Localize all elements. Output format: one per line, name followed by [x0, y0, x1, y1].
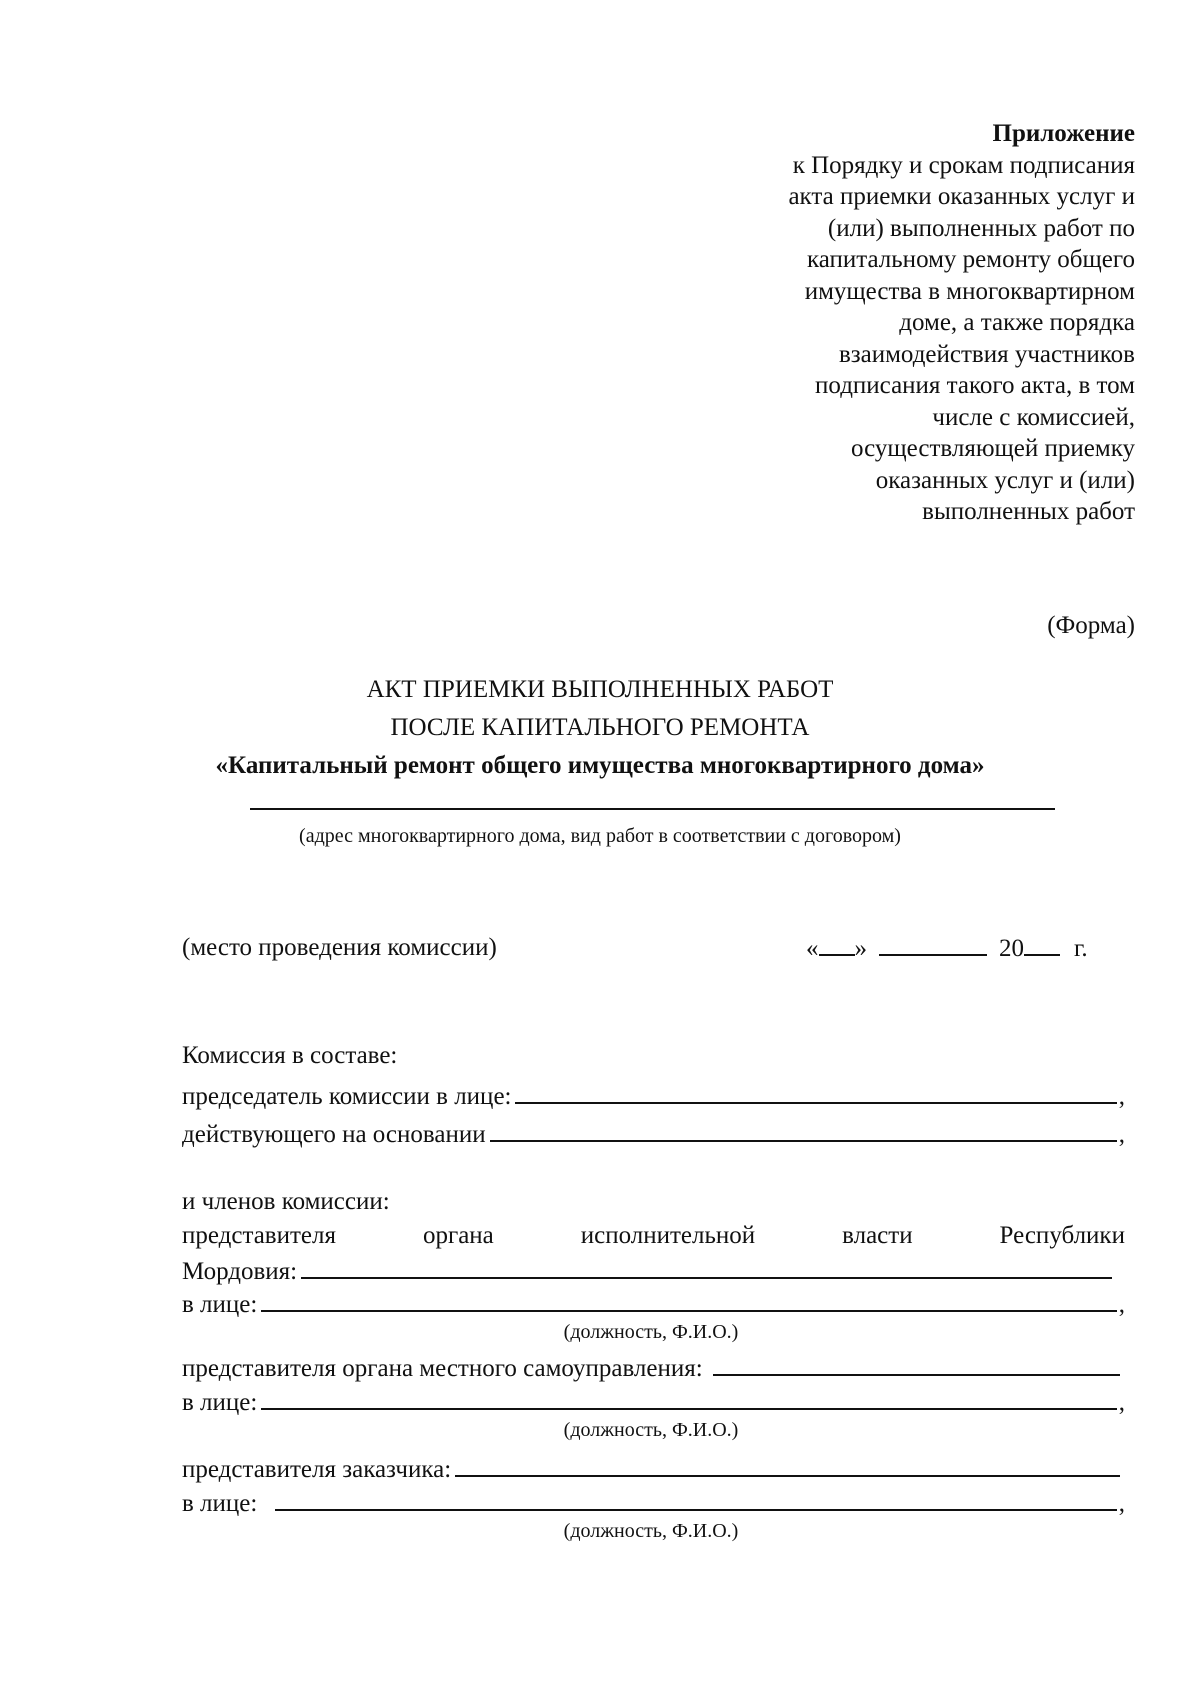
exec-blank-line[interactable] [301, 1253, 1112, 1279]
basis-blank-line[interactable] [490, 1116, 1117, 1142]
act-title-line-1: АКТ ПРИЕМКИ ВЫПОЛНЕННЫХ РАБОТ [366, 676, 834, 703]
year-prefix: 20 [999, 935, 1024, 962]
year-blank[interactable] [1024, 932, 1060, 956]
place-label: (место проведения комиссии) [182, 934, 497, 961]
position-caption: (должность, Ф.И.О.) [563, 1419, 739, 1441]
appendix-line: выполненных работ [922, 498, 1135, 525]
local-gov-label: представителя органа местного самоуправления: [182, 1355, 703, 1382]
members-label: и членов комиссии: [182, 1188, 390, 1215]
exec-person-row [182, 1286, 1125, 1321]
in-person-label: в лице: [182, 1490, 258, 1517]
appendix-line: имущества в многоквартирном [804, 277, 1135, 305]
comma: , [1118, 1121, 1125, 1148]
appendix-line: к Порядку и срокам подписания [792, 151, 1135, 179]
form-label: (Форма) [1047, 612, 1135, 639]
appendix-line: взаимодействия участников [838, 340, 1135, 368]
exec-word: власти [842, 1222, 913, 1249]
in-person-label: в лице: [182, 1389, 258, 1416]
act-title-line-2: ПОСЛЕ КАПИТАЛЬНОГО РЕМОНТА [390, 714, 810, 741]
position-caption: (должность, Ф.И.О.) [563, 1520, 739, 1542]
chair-label: председатель комиссии в лице: [182, 1083, 512, 1110]
date-field [806, 932, 1088, 965]
comma: , [1118, 1291, 1125, 1318]
exec-word: исполнительной [580, 1222, 756, 1249]
exec-authority-row [182, 1220, 1125, 1252]
customer-blank-line[interactable] [455, 1451, 1120, 1477]
exec-word: органа [422, 1222, 494, 1249]
year-suffix: г. [1074, 935, 1088, 962]
appendix-line: подписания такого акта, в том [815, 372, 1135, 399]
appendix-line: (или) выполненных работ по [827, 214, 1135, 242]
customer-row [182, 1451, 1122, 1486]
appendix-block [640, 118, 1135, 528]
comma: , [1118, 1490, 1125, 1517]
customer-label: представителя заказчика: [182, 1456, 452, 1483]
position-caption: (должность, Ф.И.О.) [563, 1321, 739, 1343]
exec-word: Республики [999, 1222, 1125, 1249]
mordovia-row [182, 1253, 1114, 1288]
exec-word: представителя [182, 1222, 336, 1249]
local-gov-person-blank-line[interactable] [261, 1384, 1116, 1410]
appendix-line: оказанных услуг и (или) [875, 466, 1135, 494]
address-caption: (адрес многоквартирного дома, вид работ в соответствии с договором) [299, 825, 901, 847]
act-title-line-3: «Капитальный ремонт общего имущества многоквартирного дома» [215, 752, 985, 779]
comma: , [1118, 1083, 1125, 1110]
address-blank-line[interactable] [250, 808, 1055, 810]
appendix-line: акта приемки оказанных услуг и [788, 183, 1135, 210]
local-gov-blank-line[interactable] [713, 1350, 1120, 1376]
appendix-heading: Приложение [992, 120, 1135, 147]
appendix-line: доме, а также порядка [899, 309, 1135, 336]
basis-row [182, 1116, 1125, 1151]
chair-blank-line[interactable] [515, 1078, 1116, 1104]
customer-person-blank-line[interactable] [275, 1485, 1116, 1511]
day-blank[interactable] [819, 932, 855, 956]
exec-cont-label: Мордовия: [182, 1258, 298, 1285]
date-open-quote: « [806, 935, 819, 962]
local-gov-person-row [182, 1384, 1125, 1419]
month-blank[interactable] [879, 932, 987, 956]
appendix-line: числе с комиссией, [932, 403, 1135, 431]
appendix-line: капитальному ремонту общего [806, 246, 1135, 273]
date-close-quote: » [854, 935, 867, 962]
chair-row [182, 1078, 1125, 1113]
commission-intro: Комиссия в составе: [182, 1042, 398, 1069]
customer-person-row [182, 1485, 1125, 1520]
local-gov-row [182, 1350, 1122, 1385]
appendix-line: осуществляющей приемку [851, 435, 1135, 462]
basis-label: действующего на основании [182, 1121, 486, 1148]
exec-person-blank-line[interactable] [261, 1286, 1116, 1312]
in-person-label: в лице: [182, 1291, 258, 1318]
comma: , [1118, 1389, 1125, 1416]
